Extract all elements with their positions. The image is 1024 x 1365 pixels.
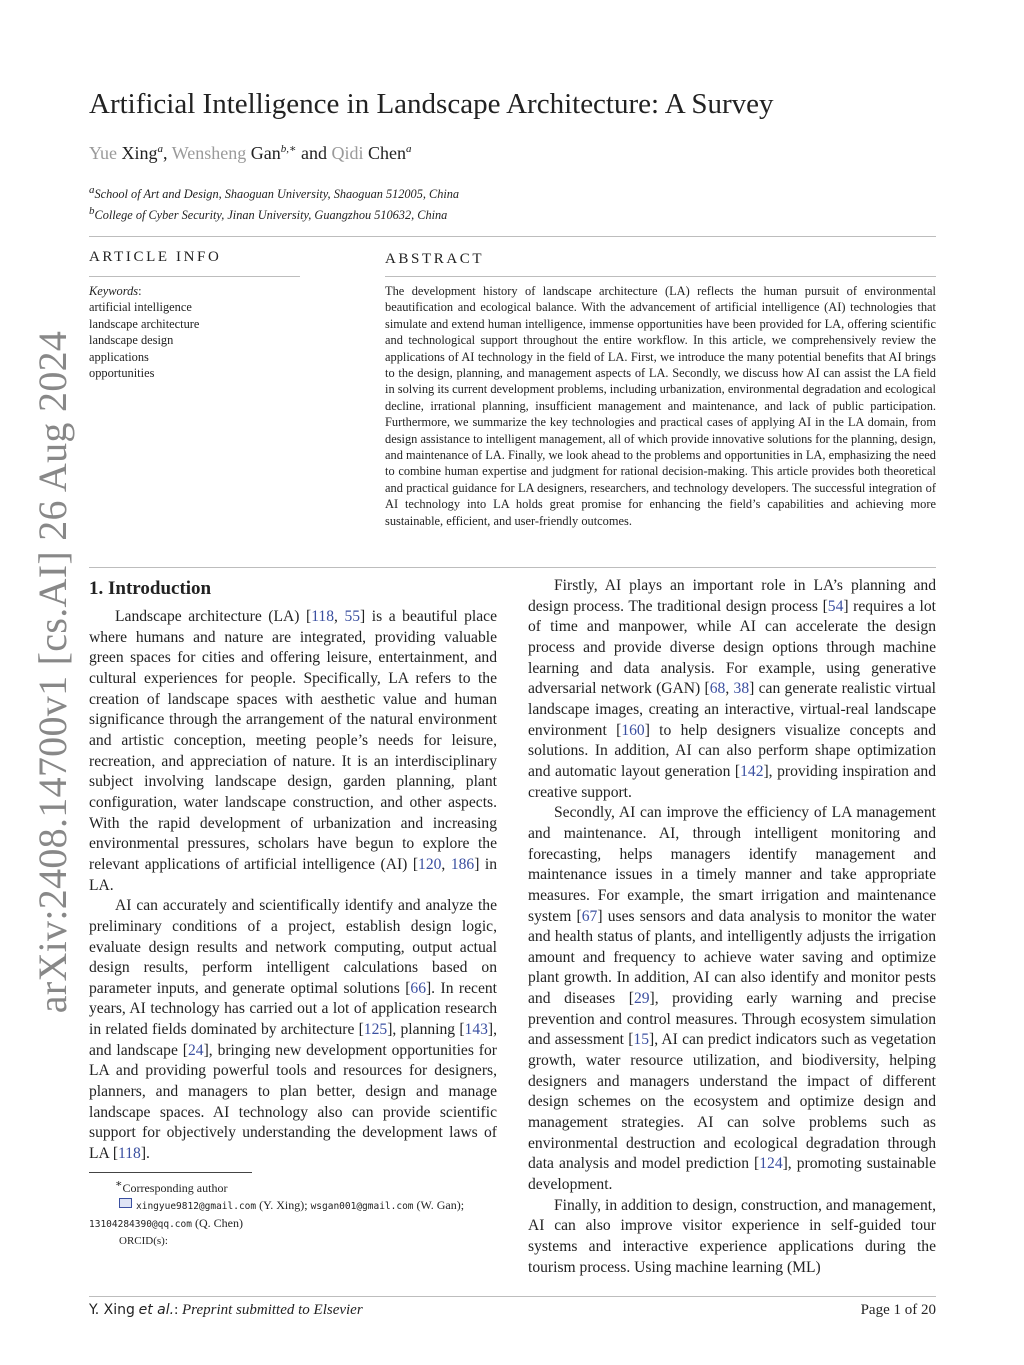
citation-link[interactable]: 55 bbox=[344, 608, 361, 625]
author-2[interactable]: Wensheng Gan$^{b,∗}$ bbox=[171, 143, 297, 163]
right-column bbox=[528, 576, 936, 1278]
citation-link[interactable]: 142 bbox=[740, 762, 764, 780]
paragraph-text: Secondly, AI can improve the efficiency of LA management and maintenance. AI, through intelligent monitoring and forecasting, helps managers identify management and maintenance issues in a timely manner and take appropriate measures. For example, the smart irrigation and maintenance system [ bbox=[528, 804, 936, 925]
affiliation-a: $^a$School of Art and Design, Shaoguan University, Shaoguan 512005, China bbox=[89, 184, 460, 202]
orcid-label: ORCID(s): bbox=[119, 1235, 168, 1247]
keyword-item: landscape architecture bbox=[89, 316, 200, 331]
email-line: 13104284390@qq.com (Q. Chen) bbox=[89, 1216, 243, 1230]
paragraph-text: , bbox=[441, 855, 451, 873]
citation-link[interactable]: 29 bbox=[633, 990, 650, 1008]
keywords-block: Keywords: artificial intelligence landscape architecture landscape design applications opportunities bbox=[89, 284, 200, 381]
citation-link[interactable]: 143 bbox=[464, 1021, 488, 1039]
arxiv-identifier-stamp: arXiv:2408.14700v1 [cs.AI] 26 Aug 2024 bbox=[30, 330, 75, 1014]
citation-link[interactable]: 160 bbox=[621, 721, 645, 739]
paragraph-text: ] in LA. bbox=[89, 855, 498, 894]
footer-citation: Y. Xing et al.: Preprint submitted to Elsevier bbox=[89, 1302, 363, 1318]
article-info-divider bbox=[89, 276, 300, 277]
email-link[interactable]: wsgan001@gmail.com bbox=[310, 1201, 414, 1212]
body-paragraph bbox=[89, 607, 497, 896]
paragraph-text: ], providing inspiration and creative support. bbox=[528, 762, 937, 801]
email-link[interactable]: 13104284390@qq.com bbox=[89, 1219, 192, 1230]
paragraph-text: ]. bbox=[140, 1145, 150, 1163]
body-paragraph bbox=[528, 803, 936, 1195]
left-column bbox=[89, 607, 497, 1165]
paragraph-text: , bbox=[725, 680, 734, 698]
keyword-item: opportunities bbox=[89, 366, 155, 381]
paragraph-text: ], bringing new development opportunities for LA and providing powerful tools and resources for designers, planners, and managers to plan better, design and manage landscape spaces. AI technology also can provide scientific support for objectively understanding the development laws of LA [ bbox=[89, 1041, 497, 1163]
envelope-icon bbox=[119, 1198, 132, 1208]
paragraph-text: ], and landscape [ bbox=[89, 1021, 497, 1059]
paragraph-text: ], providing early warning and precise prevention and control measures. Through ecosystem simulation and assessment [ bbox=[528, 990, 937, 1049]
footnotes bbox=[89, 1176, 509, 1250]
citation-link[interactable]: 125 bbox=[363, 1021, 388, 1039]
body-paragraph bbox=[528, 576, 936, 803]
paragraph-text: Firstly, AI plays an important role in LA’s planning and design process. The traditional design process [ bbox=[528, 577, 936, 615]
paragraph-text: ], AI can predict indicators such as vegetation growth, water resource utilization, and biodiversity, helping designers and managers understand the impact of different design schemes on the ecosystem and optimize design and management strategies. AI can solve problems such as environmental destruction and ecological degradation through data analysis and model prediction [ bbox=[528, 1031, 936, 1173]
corresponding-author-note: ∗Corresponding author bbox=[115, 1178, 228, 1195]
paragraph-text: AI can accurately and scientifically identify and analyze the preliminary conditions of a project, establish design logic, evaluate design results and network computing, output actual design results, perform intelligent calculations based on parameter inputs, and generate optimal solutions [ bbox=[89, 897, 497, 997]
citation-link[interactable]: 66 bbox=[410, 979, 426, 997]
body-paragraph bbox=[89, 896, 497, 1165]
abstract-text: The development history of landscape architecture (LA) reflects the human pursuit of environmental beautification and ecological balance. With the advancement of artificial intelligence (AI) technologies that simulate and extend human intelligence, immense opportunities have been provided for LA, offering scientific and technological support throughout the entire workflow. In this article, we comprehensively review the applications of AI technology in the field of LA. First, we introduce the many potential benefits that AI brings to the design, planning, and management aspects of LA. Secondly, we discuss how AI can assist the LA field in solving its current development problems, including urbanization, environmental degradation and ecological decline, irrational planning, insufficient management and maintenance, and lack of public participation. Furthermore, we summarize the key technologies and practical cases of applying AI in the LA domain, from design assistance to intelligent management, all of which provide innovative solutions for the planning, design, and maintenance of LA. Finally, we look ahead to the problems and opportunities in LA, emphasizing the need to combine human expertise and judgment for rational decision-making. This article provides both theoretical and practical guidance for LA designers, researchers, and technology developers. The successful integration of AI technology into LA holds great promise for enhancing the field’s capabilities and achieving more sustainable, efficient, and user-friendly outcomes. bbox=[385, 284, 936, 528]
citation-link[interactable]: 120 bbox=[418, 855, 442, 873]
paragraph-text: ], promoting sustainable development. bbox=[528, 1155, 936, 1194]
abstract-heading: ABSTRACT bbox=[385, 251, 485, 267]
paragraph-text: ] to help designers visualize concepts and solutions. In addition, AI can also perform shape optimization and automatic layout generation [ bbox=[528, 721, 937, 780]
page-number: Page 1 of 20 bbox=[860, 1302, 936, 1318]
paragraph-text: ] requires a lot of time and manpower, while AI can accelerate the design process and provide diverse design options through machine learning and data analysis. For example, using generative adversarial network (GAN) [ bbox=[528, 597, 936, 698]
keywords-label: Keywords bbox=[89, 284, 139, 298]
email-line: xingyue9812@gmail.com (Y. Xing); wsgan001@gmail.com (W. Gan); bbox=[89, 1197, 509, 1215]
paper-title: Artificial Intelligence in Landscape Architecture: A Survey bbox=[89, 88, 774, 120]
keyword-item: artificial intelligence bbox=[89, 300, 192, 315]
email-link[interactable]: xingyue9812@gmail.com bbox=[136, 1201, 257, 1212]
header-divider bbox=[89, 236, 936, 237]
paragraph-text: , bbox=[334, 608, 345, 625]
paragraph-text: ], planning [ bbox=[387, 1021, 465, 1039]
citation-link[interactable]: 38 bbox=[733, 680, 750, 698]
citation-link[interactable]: 124 bbox=[759, 1155, 783, 1173]
body-divider bbox=[89, 567, 936, 568]
paragraph-text: Landscape architecture (LA) [ bbox=[115, 608, 312, 625]
author-1[interactable]: Yue Xing$^a$ bbox=[89, 143, 163, 163]
footnote-divider bbox=[89, 1172, 252, 1173]
citation-link[interactable]: 67 bbox=[581, 907, 598, 925]
citation-link[interactable]: 24 bbox=[187, 1041, 204, 1059]
paragraph-text: ]. In recent years, AI technology has carried out a lot of application research in related fields dominated by architecture [ bbox=[89, 979, 498, 1039]
body-paragraph bbox=[528, 1196, 936, 1279]
author-3[interactable]: Qidi Chen$^a$ bbox=[331, 143, 412, 163]
citation-link[interactable]: 15 bbox=[633, 1031, 649, 1049]
citation-link[interactable]: 54 bbox=[827, 597, 844, 615]
citation-link[interactable]: 68 bbox=[709, 680, 726, 698]
paragraph-text: ] can generate realistic virtual landscape images, creating an interactive, virtual-real landscape environment [ bbox=[528, 680, 937, 739]
citation-link[interactable]: 186 bbox=[450, 855, 475, 873]
paragraph-text: ] is a beautiful place where humans and nature are integrated, providing valuable green spaces for cities and offering leisure, entertainment, and cultural experiences for people. Specifically, LA refers to the creation of landscape spaces with aesthetic value and human significance through the arrangement of the natural environment and artistic conception, meeting people’s needs for leisure, recreation, and appreciation of nature. It is an interdisciplinary subject involving landscape design, garden planning, plant configuration, water landscape construction, and other aspects. With the rapid development of urbanization and increasing environmental pressures, scholars have begun to explore the relevant applications of artificial intelligence (AI) [ bbox=[89, 608, 497, 873]
citation-link[interactable]: 118 bbox=[311, 608, 335, 625]
author-list: Yue Xing$^a$, Wensheng Gan$^{b,∗}$ and Qidi Chen$^a$ bbox=[89, 143, 412, 163]
section-heading-introduction: 1. Introduction bbox=[89, 578, 212, 599]
footer-divider bbox=[89, 1296, 936, 1297]
paragraph-text: ] uses sensors and data analysis to monitor the water and health status of plants, and intelligently adjusts the irrigation amount and frequency to achieve water saving and optimize plant growth. In addition, AI can also identify and monitor pests and diseases [ bbox=[528, 907, 936, 1008]
keyword-item: applications bbox=[89, 349, 149, 364]
affiliation-b: $^b$College of Cyber Security, Jinan University, Guangzhou 510632, China bbox=[89, 205, 448, 223]
article-info-heading: ARTICLE INFO bbox=[89, 249, 222, 265]
keyword-item: landscape design bbox=[89, 333, 174, 348]
citation-link[interactable]: 118 bbox=[118, 1145, 141, 1163]
abstract-divider bbox=[385, 276, 936, 277]
paragraph-text: Finally, in addition to design, construction, and management, AI can also improve visitor experience in self-guided tour systems and interactive experience applications during the tourism process. Using machine learning (ML) bbox=[528, 1196, 936, 1276]
